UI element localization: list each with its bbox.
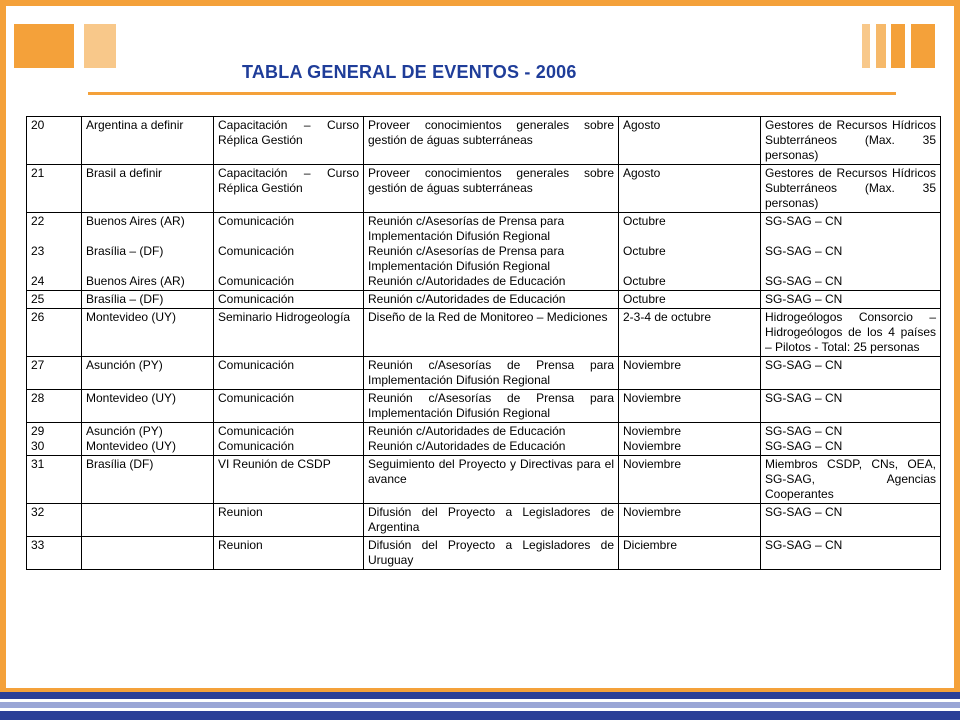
cell-date [619, 537, 761, 570]
objective-text: Reunión c/Autoridades de Educación [368, 274, 566, 288]
cell-event-number [27, 390, 82, 423]
location-text [86, 505, 209, 520]
cell-objective [364, 537, 619, 570]
cell-participants [761, 456, 941, 504]
cell-event-number [27, 537, 82, 570]
participants-text: SG-SAG – CN [765, 505, 843, 519]
cell-event-number [27, 456, 82, 504]
cell-participants [761, 504, 941, 537]
event-number-text: 32 [31, 505, 45, 519]
objective-text: Implementación Difusión Regional [368, 259, 551, 273]
cell-objective [364, 504, 619, 537]
cell-objective [364, 456, 619, 504]
participants-text: SG-SAG – CN [765, 538, 843, 552]
event-number-text: 25 [31, 292, 45, 306]
events-table [26, 116, 941, 570]
activity-type-text [218, 229, 359, 244]
event-number-text: 30 [31, 439, 45, 453]
location-text: Buenos Aires (AR) [86, 214, 185, 228]
activity-type-text: VI Reunión de CSDP [218, 457, 331, 471]
event-number-text: 27 [31, 358, 45, 372]
participants-text: SG-SAG – CN [765, 214, 843, 228]
location-text: Argentina a definir [86, 118, 184, 132]
date-text: 2-3-4 de octubre [623, 310, 712, 324]
cell-event-number [27, 117, 82, 165]
objective-text: Reunión c/Autoridades de Educación [368, 292, 566, 306]
event-number-text: 24 [31, 274, 45, 288]
table-row [27, 390, 941, 423]
location-text: Montevideo (UY) [86, 310, 177, 324]
title-underline [88, 92, 896, 95]
date-text: Agosto [623, 118, 661, 132]
cell-objective [364, 291, 619, 309]
table-row [27, 423, 941, 456]
cell-participants [761, 291, 941, 309]
table-row [27, 456, 941, 504]
cell-event-number [27, 213, 82, 291]
objective-text: Reunión c/Asesorías de Prensa para [368, 244, 565, 258]
objective-text: Proveer conocimientos generales sobre gestión de águas subterráneas [368, 166, 614, 195]
date-text: Agosto [623, 166, 661, 180]
event-number-text [31, 259, 77, 274]
participants-text: Gestores de Recursos Hídricos Subterráneos (Max. 35 personas) [765, 118, 936, 162]
location-text: Brasil a definir [86, 166, 163, 180]
date-text: Noviembre [623, 439, 682, 453]
event-number-text: 28 [31, 391, 45, 405]
objective-text: Reunión c/Autoridades de Educación [368, 439, 566, 453]
participants-text: SG-SAG – CN [765, 244, 843, 258]
cell-participants [761, 537, 941, 570]
footer-stripes [0, 688, 960, 720]
date-text: Octubre [623, 274, 666, 288]
cell-objective [364, 423, 619, 456]
cell-date [619, 291, 761, 309]
event-number-text: 22 [31, 214, 45, 228]
objective-text: Seguimiento del Proyecto y Directivas para el avance [368, 457, 614, 486]
objective-text: Reunión c/Asesorías de Prensa para [368, 214, 565, 228]
cell-date [619, 309, 761, 357]
objective-text: Diseño de la Red de Monitoreo – Mediciones [368, 310, 608, 324]
frame-left-border [0, 0, 6, 690]
location-text [86, 229, 209, 244]
cell-activity-type [214, 504, 364, 537]
activity-type-text: Comunicación [218, 424, 295, 438]
cell-date [619, 504, 761, 537]
table-row [27, 537, 941, 570]
decor-square-small [84, 24, 116, 68]
objective-text: Reunión c/Asesorías de Prensa para Implementación Difusión Regional [368, 391, 614, 420]
frame-right-border [954, 0, 960, 690]
location-text: Brasília – (DF) [86, 292, 164, 306]
participants-text: SG-SAG – CN [765, 439, 843, 453]
location-text: Brasília (DF) [86, 457, 154, 471]
date-text: Octubre [623, 292, 666, 306]
cell-objective [364, 357, 619, 390]
cell-location [82, 537, 214, 570]
activity-type-text: Capacitación – Curso Réplica Gestión [218, 118, 359, 147]
cell-participants [761, 165, 941, 213]
objective-text: Proveer conocimientos generales sobre gestión de águas subterráneas [368, 118, 614, 147]
activity-type-text: Comunicación [218, 391, 295, 405]
date-text: Octubre [623, 244, 666, 258]
date-text: Octubre [623, 214, 666, 228]
table-row [27, 117, 941, 165]
table-row [27, 291, 941, 309]
cell-date [619, 213, 761, 291]
date-text: Noviembre [623, 358, 682, 372]
participants-text: SG-SAG – CN [765, 292, 843, 306]
cell-participants [761, 423, 941, 456]
cell-objective [364, 165, 619, 213]
cell-event-number [27, 504, 82, 537]
cell-participants [761, 390, 941, 423]
table-row [27, 504, 941, 537]
cell-location [82, 504, 214, 537]
cell-activity-type [214, 165, 364, 213]
objective-text: Implementación Difusión Regional [368, 229, 551, 243]
location-text: Buenos Aires (AR) [86, 274, 185, 288]
date-text: Noviembre [623, 391, 682, 405]
objective-text: Reunión c/Autoridades de Educación [368, 424, 566, 438]
event-number-text: 23 [31, 244, 45, 258]
cell-date [619, 390, 761, 423]
table-row [27, 165, 941, 213]
activity-type-text: Comunicación [218, 292, 295, 306]
date-text: Diciembre [623, 538, 678, 552]
participants-text: SG-SAG – CN [765, 274, 843, 288]
event-number-text: 20 [31, 118, 45, 132]
participants-text: SG-SAG – CN [765, 391, 843, 405]
location-text: Asunción (PY) [86, 424, 163, 438]
cell-event-number [27, 291, 82, 309]
location-text: Montevideo (UY) [86, 439, 177, 453]
event-number-text [31, 229, 77, 244]
participants-text [765, 229, 936, 244]
objective-text: Difusión del Proyecto a Legisladores de Uruguay [368, 538, 614, 567]
cell-date [619, 357, 761, 390]
cell-activity-type [214, 309, 364, 357]
cell-location [82, 117, 214, 165]
cell-location [82, 291, 214, 309]
cell-activity-type [214, 213, 364, 291]
participants-text: SG-SAG – CN [765, 424, 843, 438]
participants-text: Hidrogeólogos Consorcio – Hidrogeólogos de los 4 países – Pilotos - Total: 25 personas [765, 310, 936, 354]
cell-date [619, 117, 761, 165]
activity-type-text: Reunion [218, 538, 263, 552]
cell-activity-type [214, 357, 364, 390]
cell-date [619, 423, 761, 456]
table-row [27, 213, 941, 291]
date-text: Noviembre [623, 505, 682, 519]
activity-type-text: Reunion [218, 505, 263, 519]
date-text: Noviembre [623, 424, 682, 438]
objective-text: Reunión c/Asesorías de Prensa para Implementación Difusión Regional [368, 358, 614, 387]
cell-activity-type [214, 117, 364, 165]
cell-activity-type [214, 390, 364, 423]
cell-activity-type [214, 291, 364, 309]
cell-participants [761, 213, 941, 291]
activity-type-text: Comunicación [218, 274, 295, 288]
cell-objective [364, 213, 619, 291]
activity-type-text: Comunicación [218, 358, 295, 372]
objective-text: Difusión del Proyecto a Legisladores de Argentina [368, 505, 614, 534]
cell-location [82, 165, 214, 213]
cell-event-number [27, 423, 82, 456]
decor-bar-1 [862, 24, 870, 68]
date-text: Noviembre [623, 457, 682, 471]
location-text [86, 538, 209, 553]
cell-objective [364, 309, 619, 357]
cell-activity-type [214, 456, 364, 504]
cell-event-number [27, 165, 82, 213]
cell-event-number [27, 357, 82, 390]
event-number-text: 31 [31, 457, 45, 471]
cell-event-number [27, 309, 82, 357]
decor-square-large [14, 24, 74, 68]
cell-activity-type [214, 537, 364, 570]
participants-text: SG-SAG – CN [765, 358, 843, 372]
event-number-text: 29 [31, 424, 45, 438]
cell-objective [364, 390, 619, 423]
cell-location [82, 309, 214, 357]
frame-top-border [0, 0, 960, 6]
table-row [27, 357, 941, 390]
decor-bar-4 [911, 24, 935, 68]
page-title: TABLA GENERAL DE EVENTOS - 2006 [242, 62, 577, 82]
activity-type-text: Seminario Hidrogeología [218, 310, 351, 324]
activity-type-text: Capacitación – Curso Réplica Gestión [218, 166, 359, 195]
date-text [623, 259, 756, 274]
participants-text: Gestores de Recursos Hídricos Subterráneos (Max. 35 personas) [765, 166, 936, 210]
cell-location [82, 390, 214, 423]
location-text [86, 259, 209, 274]
cell-activity-type [214, 423, 364, 456]
cell-location [82, 213, 214, 291]
participants-text: Miembros CSDP, CNs, OEA, SG-SAG, Agencias Cooperantes [765, 457, 936, 501]
event-number-text: 33 [31, 538, 45, 552]
event-number-text: 26 [31, 310, 45, 324]
activity-type-text: Comunicación [218, 214, 295, 228]
event-number-text: 21 [31, 166, 45, 180]
activity-type-text: Comunicación [218, 244, 295, 258]
date-text [623, 229, 756, 244]
cell-date [619, 165, 761, 213]
cell-participants [761, 309, 941, 357]
participants-text [765, 259, 936, 274]
location-text: Montevideo (UY) [86, 391, 177, 405]
cell-date [619, 456, 761, 504]
decor-bar-3 [891, 24, 905, 68]
cell-location [82, 357, 214, 390]
cell-location [82, 456, 214, 504]
table-row [27, 309, 941, 357]
cell-participants [761, 117, 941, 165]
decor-bar-2 [876, 24, 886, 68]
cell-location [82, 423, 214, 456]
cell-participants [761, 357, 941, 390]
activity-type-text: Comunicación [218, 439, 295, 453]
location-text: Asunción (PY) [86, 358, 163, 372]
cell-objective [364, 117, 619, 165]
location-text: Brasília – (DF) [86, 244, 164, 258]
activity-type-text [218, 259, 359, 274]
